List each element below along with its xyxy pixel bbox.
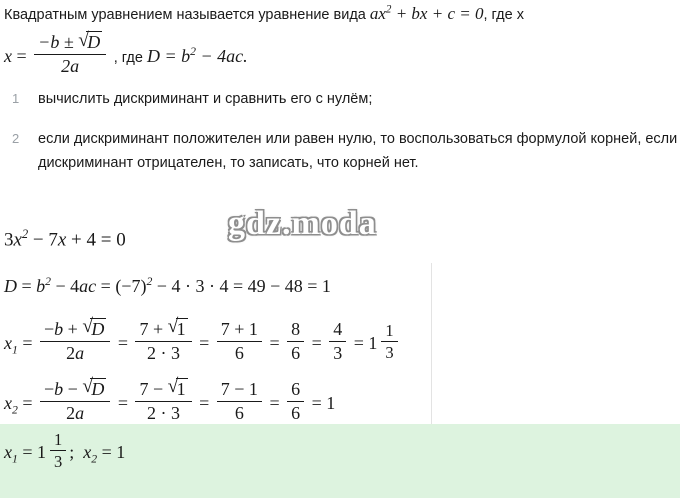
answer-highlight-bar <box>0 424 680 498</box>
x1-formula-numerator: −b + √ D <box>40 318 110 342</box>
given-coef-b: 7 <box>48 229 58 251</box>
x2-step2-fraction <box>217 379 262 423</box>
x2-step1-denominator: 2 · 3 <box>147 402 181 423</box>
x2-equals-1: = <box>22 392 33 413</box>
x2-formula-numerator: −b − √ D <box>40 378 110 402</box>
x1-equals-5: = <box>311 332 322 353</box>
disc-result: 1 <box>321 276 331 296</box>
given-exponent: 2 <box>21 227 29 241</box>
disc-equals-3: = <box>232 276 244 296</box>
x1-formula-fraction <box>40 318 110 363</box>
x1-step4-denominator: 3 <box>333 342 343 363</box>
given-minus: − <box>32 229 44 251</box>
disc-minus-1: − <box>55 276 66 296</box>
disc-48: 48 <box>284 276 303 296</box>
given-equation <box>4 227 676 252</box>
x1-mixed-denominator: 3 <box>385 342 394 362</box>
x1-mixed-whole: 1 <box>368 332 378 353</box>
answer-x1-subscript: 1 <box>12 452 18 466</box>
given-coef-c: 4 <box>86 229 96 251</box>
definition-line-1 <box>4 3 676 24</box>
answer-x1-value <box>37 430 69 471</box>
x2-formula-denominator: 2a <box>66 402 85 423</box>
definition-line-2 <box>4 31 676 76</box>
answer-x1-whole: 1 <box>37 441 46 462</box>
given-variable-2: x <box>57 229 67 251</box>
given-rhs: 0 <box>116 229 126 251</box>
discriminant-computation <box>4 275 676 298</box>
given-coef-a: 3 <box>4 229 14 251</box>
root-formula-fraction <box>34 31 106 76</box>
x2-subscript: 2 <box>12 403 18 417</box>
answer-semicolon: ; <box>69 441 75 462</box>
x1-step1-fraction <box>135 318 191 363</box>
discriminant-symbol: D <box>146 46 160 67</box>
x2-step2-denominator: 6 <box>234 402 244 423</box>
x2-result: 1 <box>326 392 336 413</box>
given-equals: = <box>100 229 112 251</box>
root-formula-numerator: −b ± √ D <box>34 31 106 55</box>
definition-text-1-post: , где x <box>483 7 524 23</box>
definition-text-2: , где <box>113 50 147 67</box>
disc-neg-seven: (−7) <box>115 276 147 296</box>
disc-equals-2: = <box>100 276 111 296</box>
x2-label: x <box>4 392 12 413</box>
disc-formula-ac: ac <box>79 276 97 296</box>
disc-four-a: 4 <box>171 276 181 296</box>
x1-mixed-fraction <box>381 321 397 362</box>
x1-formula-denominator: 2a <box>66 342 85 363</box>
x1-step1-numerator: 7 + √ 1 <box>135 318 191 342</box>
disc-formula-exp: 2 <box>45 275 51 288</box>
x2-equals-3: = <box>199 392 210 413</box>
x1-mixed-number <box>368 321 400 362</box>
disc-dot-1: · <box>184 276 191 296</box>
disc-dot-2: · <box>208 276 215 296</box>
x1-equals-4: = <box>269 332 280 353</box>
step-text: вычислить дискриминант и сравнить его с нулём; <box>38 91 373 107</box>
answer-x2-label: x <box>83 441 92 462</box>
disc-minus-2: − <box>156 276 167 296</box>
x2-step3-denominator: 6 <box>291 402 301 423</box>
x1-step2-denominator: 6 <box>234 342 244 363</box>
disc-minus-3: − <box>270 276 281 296</box>
x2-step3-fraction <box>287 379 304 423</box>
root-formula-x: x <box>4 46 12 67</box>
x1-equals-2: = <box>117 332 128 353</box>
x2-step2-numerator: 7 − 1 <box>217 379 262 402</box>
disc-a-value: 3 <box>195 276 205 296</box>
x1-step2-numerator: 7 + 1 <box>217 319 262 342</box>
answer-x2-subscript: 2 <box>91 452 98 466</box>
x1-equals-6: = <box>353 332 364 353</box>
disc-c-value: 4 <box>219 276 229 296</box>
answer-x1-label: x <box>4 441 12 462</box>
x1-step1-denominator: 2 · 3 <box>147 342 181 363</box>
disc-formula-b: b <box>36 276 46 296</box>
root-formula-equals: = <box>16 46 27 67</box>
answer-equals-1: = <box>22 441 33 462</box>
x1-mixed-numerator: 1 <box>381 321 397 342</box>
x2-step1-fraction <box>135 378 191 423</box>
quadratic-form-rest: + bx + c = 0 <box>391 4 484 23</box>
disc-equals-4: = <box>307 276 318 296</box>
x1-subscript: 1 <box>12 343 18 357</box>
disc-symbol: D <box>4 276 17 296</box>
answer-x1-numerator: 1 <box>50 430 66 451</box>
watermark-logo: gdz.moda <box>228 205 377 242</box>
x1-step4-numerator: 4 <box>329 319 346 342</box>
definition-paragraph <box>4 3 676 77</box>
root-x1-computation <box>4 318 676 363</box>
x2-equals-4: = <box>269 392 280 413</box>
given-plus: + <box>71 229 82 251</box>
disc-formula-4: 4 <box>70 276 80 296</box>
answer-x2-value: 1 <box>116 441 126 462</box>
x2-step3-numerator: 6 <box>287 379 304 402</box>
answer-x1-denominator: 3 <box>54 452 63 472</box>
algorithm-steps-list <box>6 88 680 192</box>
list-item <box>38 88 680 111</box>
x2-step1-numerator: 7 − √ 1 <box>135 378 191 402</box>
quadratic-form-exponent: 2 <box>385 3 392 16</box>
list-item <box>38 128 680 175</box>
answer-x1-fraction <box>50 430 66 471</box>
x2-equals-5: = <box>311 392 322 413</box>
x2-formula-fraction <box>40 378 110 423</box>
disc-neg-seven-exp: 2 <box>146 275 153 288</box>
x1-step3-denominator: 6 <box>291 342 301 363</box>
x1-step3-fraction <box>287 319 304 363</box>
x1-step4-fraction <box>329 319 346 363</box>
step-text: если дискриминант положителен или равен нулю, то воспользоваться формулой корней, если дискриминант отрицателен, то записать, что корней нет. <box>38 131 678 171</box>
definition-text-1: Квадратным уравнением называется уравнение вида <box>4 7 370 23</box>
answer-equals-2: = <box>101 441 112 462</box>
x1-equals-1: = <box>22 332 33 353</box>
x2-equals-2: = <box>117 392 128 413</box>
discriminant-definition: = $b^2 - 4ac$. <box>159 45 248 67</box>
x1-step2-fraction <box>217 319 262 363</box>
given-variable: x <box>13 229 22 251</box>
answer-expression <box>4 430 125 471</box>
x1-label: x <box>4 332 12 353</box>
quadratic-form-a: ax <box>369 4 386 23</box>
root-formula-denominator: 2a <box>61 55 80 76</box>
x1-equals-3: = <box>199 332 210 353</box>
disc-49: 49 <box>247 276 266 296</box>
x1-step3-numerator: 8 <box>287 319 304 342</box>
root-x2-computation <box>4 378 676 423</box>
disc-equals-1: = <box>21 276 32 296</box>
